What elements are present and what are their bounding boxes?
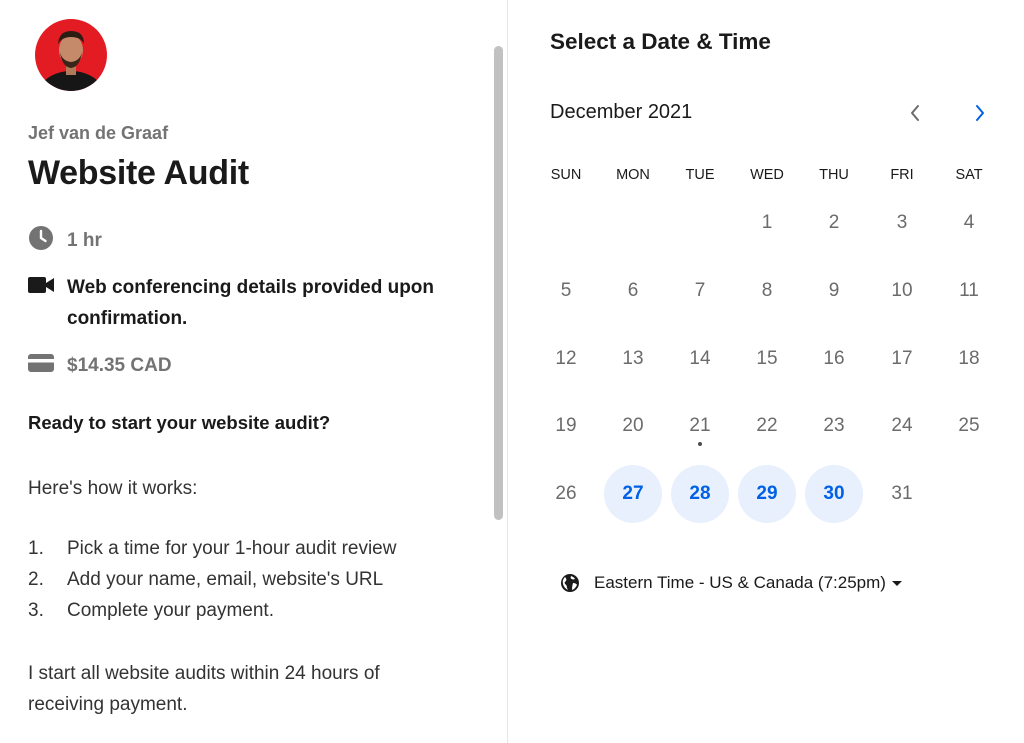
duration-text: 1 hr (67, 230, 102, 251)
calendar-panel (509, 0, 1024, 743)
calendar-day-19: 19 (555, 415, 577, 436)
calendar-day-6: 6 (627, 280, 639, 301)
duration-row (28, 225, 102, 256)
caret-down-icon (892, 581, 902, 586)
calendar-day-12: 12 (555, 348, 577, 369)
calendar-day-26: 26 (555, 483, 577, 504)
calendar-day-18: 18 (958, 348, 980, 369)
timezone-selector[interactable] (560, 573, 902, 593)
globe-icon (560, 573, 580, 593)
weekday-label-sat: SAT (955, 167, 983, 183)
available-day-30[interactable]: 30 (805, 465, 863, 523)
calendar-day-2: 2 (828, 212, 840, 233)
calendar-day-9: 9 (828, 280, 840, 301)
previous-month-button[interactable] (900, 98, 930, 128)
calendar-day-16: 16 (823, 348, 845, 369)
description-intro: Here's how it works: (28, 478, 198, 499)
next-month-button[interactable] (965, 98, 995, 128)
calendar-day-24: 24 (891, 415, 913, 436)
host-avatar (35, 19, 107, 91)
step-item (28, 564, 396, 595)
calendar-day-4: 4 (963, 212, 975, 233)
event-title: Website Audit (28, 154, 249, 192)
calendar-day-5: 5 (560, 280, 572, 301)
calendar-day-11: 11 (959, 280, 979, 301)
host-name: Jef van de Graaf (28, 123, 169, 143)
description-heading: Ready to start your website audit? (28, 412, 331, 433)
calendar-day-15: 15 (756, 348, 778, 369)
available-day-28[interactable]: 28 (671, 465, 729, 523)
chevron-right-icon (974, 104, 986, 122)
calendar-day-13: 13 (622, 348, 644, 369)
step-item (28, 533, 396, 564)
calendar-month: December 2021 (550, 101, 693, 123)
conferencing-text: Web conferencing details provided upon confirmation. (67, 277, 435, 329)
price-row (28, 350, 172, 381)
calendar-day-14: 14 (689, 348, 711, 369)
weekday-label-fri: FRI (890, 167, 914, 183)
calendar-title: Select a Date & Time (550, 29, 771, 54)
step-number: 2. (28, 569, 44, 590)
clock-icon (28, 225, 54, 251)
calendar-day-17: 17 (891, 348, 913, 369)
weekday-label-thu: THU (819, 167, 849, 183)
step-text: Complete your payment. (67, 600, 274, 621)
credit-card-icon (28, 350, 54, 376)
calendar-day-20: 20 (622, 415, 644, 436)
details-scrollbar[interactable] (494, 46, 503, 520)
calendar-day-22: 22 (756, 415, 778, 436)
weekday-label-mon: MON (616, 167, 650, 183)
timezone-label: Eastern Time - US & Canada (7:25pm) (594, 573, 886, 592)
price-text: $14.35 CAD (67, 355, 172, 376)
available-day-29[interactable]: 29 (738, 465, 796, 523)
step-number: 1. (28, 538, 44, 559)
today-indicator-dot (698, 442, 702, 446)
calendar-day-8: 8 (761, 280, 773, 301)
step-item (28, 595, 396, 626)
conferencing-row (28, 272, 462, 334)
available-day-27[interactable]: 27 (604, 465, 662, 523)
weekday-label-tue: TUE (685, 167, 715, 183)
calendar-day-10: 10 (891, 280, 913, 301)
step-text: Pick a time for your 1-hour audit review (67, 538, 397, 559)
step-number: 3. (28, 600, 44, 621)
description-closing: I start all website audits within 24 hours of receiving payment. (28, 663, 380, 715)
avatar-image (35, 19, 107, 91)
calendar-day-21: 21 (689, 415, 711, 436)
weekday-label-wed: WED (750, 167, 784, 183)
step-text: Add your name, email, website's URL (67, 569, 384, 590)
steps-list (28, 533, 396, 626)
calendar-day-25: 25 (958, 415, 980, 436)
calendar-day-3: 3 (896, 212, 908, 233)
chevron-left-icon (909, 104, 921, 122)
event-details-panel (0, 0, 508, 743)
video-camera-icon (28, 272, 54, 298)
calendar-day-23: 23 (823, 415, 845, 436)
calendar-day-31: 31 (891, 483, 913, 504)
calendar-day-1: 1 (761, 212, 773, 233)
calendar-day-7: 7 (694, 280, 706, 301)
weekday-label-sun: SUN (550, 167, 582, 183)
